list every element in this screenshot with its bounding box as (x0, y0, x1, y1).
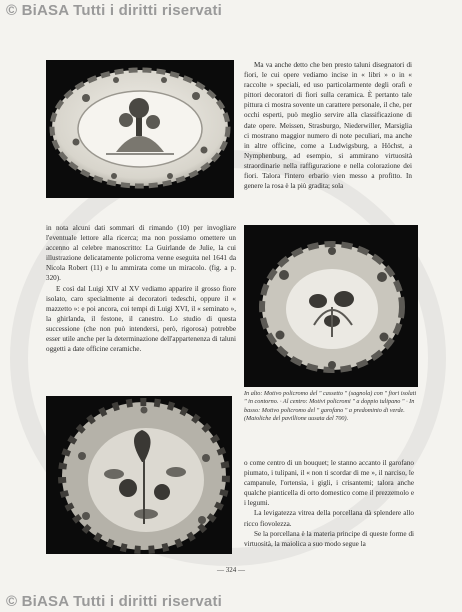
watermark-top: © BiASA Tutti i diritti riservati (6, 2, 223, 19)
fluted-bowl-illustration (46, 396, 232, 554)
paragraph: La levigatezza vitrea della porcellana dà splendere allo ricco fiovolezza. (244, 509, 414, 528)
paragraph: in nota alcuni dati sommari di rimando (10) per invogliare l'eventuale lettore alla ricerca; ma non possiamo omettere un accenno al celebre manoscritto: La Guirlande de Julie, la cui illustrazione delicatamente policroma venne eseguita nel 1641 da Nicola Robert (11) e lu ammirata come un miracolo. (fig. a p. 320). (46, 224, 236, 283)
round-plate-illustration (244, 225, 418, 387)
plate-image-middle (244, 225, 418, 387)
watermark-bottom: © BiASA Tutti i diritti riservati (6, 593, 223, 610)
paragraph: E così dal Luigi XIV al XV vediamo apparire il grosso fiore isolato, caro specialmente ai decoratori tedeschi, oppure il « mazzetto »: e poi ancora, coi tempi di Luigi XVI, il « seminato », la ghirlanda, il festone, il canestro. Lo studio di questa successione (che non può intendersi, però, rigorosa) potrebbe esser utile anche per la determinazione dell'appartenenza di taluni oggetti a date officine ceramiche. (46, 284, 236, 354)
caption-text: In alto: Motivo policromo del " cassetto " (sagnola) con " fiori isolati " in contorno. · Al centro: Motivi policromi " a doppio tulipano " · In basso: Motivo policromo del " garofano " a predominio di verde. (Maioliche del pavillione uusata del 700). (244, 390, 417, 423)
text-column-right-top (244, 60, 412, 191)
paragraph: Ma va anche detto che ben presto taluni disegnatori di fiori, le cui opere vediamo incise in « libri » o in « raccolte » speciali, ed uso particolarmente degli orafi e pittori decoratori di fiori sulla ceramica. È pertanto tale pittura ci mostra sovente un carattere personale, il che, per occhi esperti, può meglio servire alla classificazione di date opere. Meissen, Strasburgo, Niederwiller, Marsiglia ci mostrano maggior numero di note peculiari, ma anche in altre officine, come a Ludwigsburg, a Höchst, a Nymphenburg, ad esempio, si ammirano virtuosità straordinarie nella raffigurazione e nella colorazione dei fiori. Talora l'intero erbario vien messo a profitto. In genere la rosa è la più gradita; sola (244, 61, 412, 191)
oval-platter-illustration (46, 60, 234, 198)
paragraph: Se la porcellana è la materia principe di queste forme di virtuosità, la maiolica a suo modo segue la (244, 529, 414, 548)
figure-caption (244, 390, 420, 424)
plate-image-top (46, 60, 234, 198)
plate-image-bottom (46, 396, 232, 554)
page-number: — 324 — (217, 566, 245, 574)
text-column-right-bottom (244, 458, 414, 549)
text-column-left-middle (46, 223, 236, 354)
paragraph: o come centro di un bouquet; le stanno accanto il garofano piumato, i tulipani, il « non ti scordar di me », il narciso, le campanule, l'ortensia, i gigli, i crisantemi; talora anche qualche pianticella di orto domestico come il prezzemolo e i legumi. (244, 459, 414, 508)
